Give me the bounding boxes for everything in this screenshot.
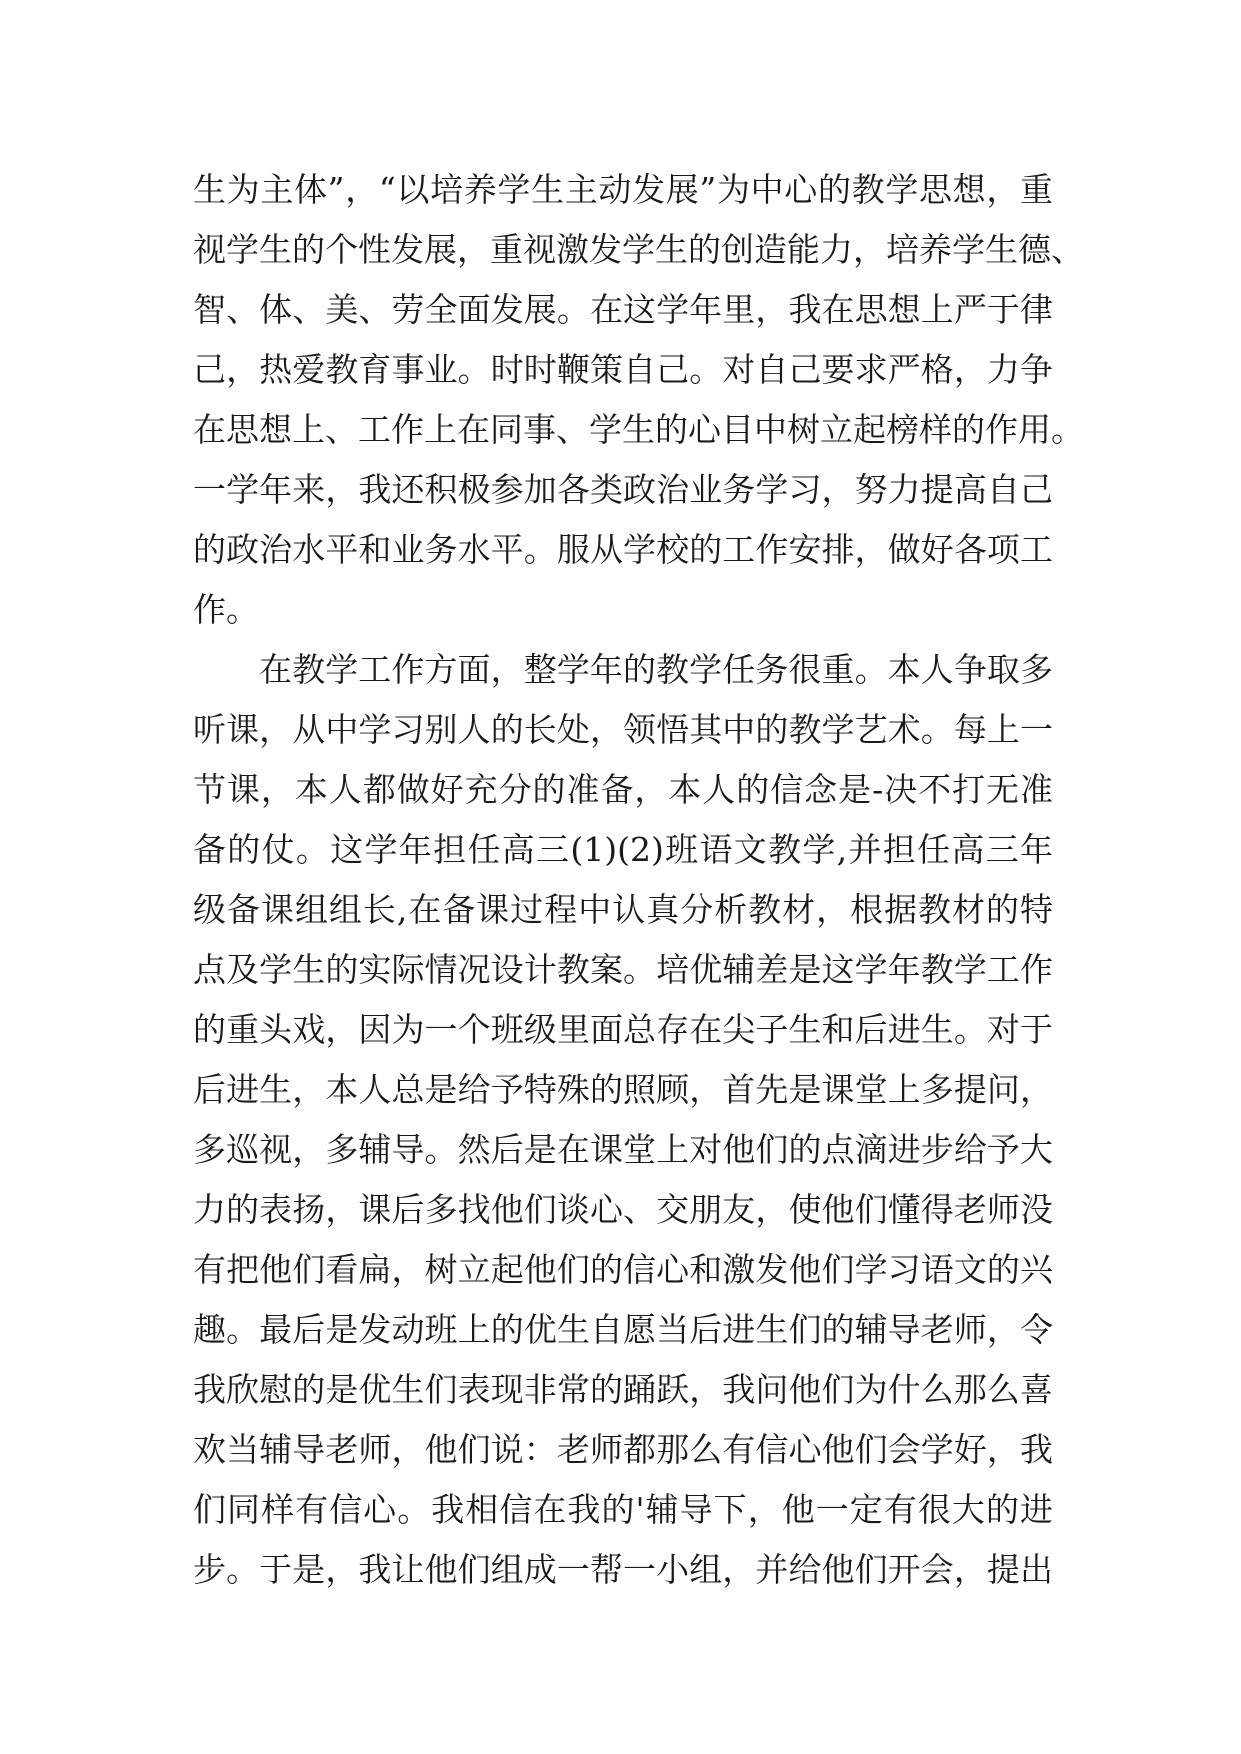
text-line: 们同样有信心。我相信在我的'辅导下，他一定有很大的进 [193,1490,1053,1529]
text-line: 的重头戏，因为一个班级里面总存在尖子生和后进生。对于 [193,1010,1053,1049]
text-line: 多巡视，多辅导。然后是在课堂上对他们的点滴进步给予大 [193,1130,1053,1169]
text-line: 一学年来，我还积极参加各类政治业务学习，努力提高自己 [193,470,1053,509]
text-line: 趣。最后是发动班上的优生自愿当后进生们的辅导老师，令 [193,1310,1053,1349]
text-line: 智、体、美、劳全面发展。在这学年里，我在思想上严于律 [193,290,1053,329]
text-line: 有把他们看扁，树立起他们的信心和激发他们学习语文的兴 [193,1250,1053,1289]
paragraph-start-line: 在教学工作方面，整学年的教学任务很重。本人争取多 [259,650,1053,689]
text-line: 视学生的个性发展，重视激发学生的创造能力，培养学生德、 [193,230,1084,269]
text-line: 节课，本人都做好充分的准备，本人的信念是-决不打无准 [193,770,1053,809]
text-line: 力的表扬，课后多找他们谈心、交朋友，使他们懂得老师没 [193,1190,1053,1229]
text-line: 步。于是，我让他们组成一帮一小组，并给他们开会，提出 [193,1550,1053,1589]
text-line: 己，热爱教育事业。时时鞭策自己。对自己要求严格，力争 [193,350,1053,389]
text-line: 作。 [193,590,259,629]
text-line: 备的仗。这学年担任高三(1)(2)班语文教学,并担任高三年 [193,830,1053,869]
text-line: 的政治水平和业务水平。服从学校的工作安排，做好各项工 [193,530,1053,569]
text-line: 生为主体”，“以培养学生主动发展”为中心的教学思想，重 [193,170,1053,209]
text-line: 在思想上、工作上在同事、学生的心目中树立起榜样的作用。 [193,410,1084,449]
text-line: 后进生，本人总是给予特殊的照顾，首先是课堂上多提问， [193,1070,1053,1109]
text-line: 欢当辅导老师，他们说：老师都那么有信心他们会学好，我 [193,1430,1053,1469]
text-line: 我欣慰的是优生们表现非常的踊跃，我问他们为什么那么喜 [193,1370,1053,1409]
text-line: 听课，从中学习别人的长处，领悟其中的教学艺术。每上一 [193,710,1053,749]
document-body [193,160,1084,1600]
text-line: 级备课组组长,在备课过程中认真分析教材，根据教材的特 [193,890,1053,929]
text-line: 点及学生的实际情况设计教案。培优辅差是这学年教学工作 [193,950,1053,989]
